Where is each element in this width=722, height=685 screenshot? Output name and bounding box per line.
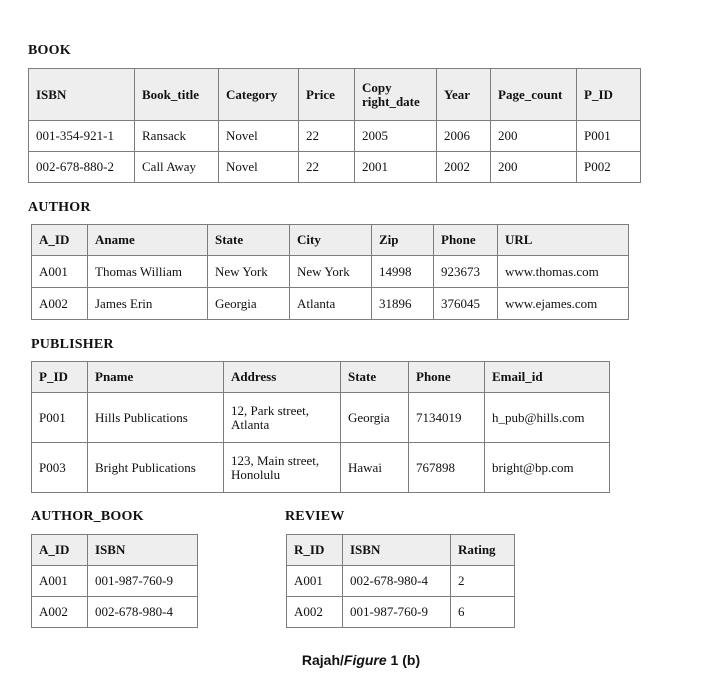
table-cell: 123, Main street, Honolulu [224,443,341,493]
table-cell: 2 [451,566,515,597]
review-table-title: REVIEW [285,509,345,524]
column-header: Book_title [135,69,219,121]
column-header: Pname [88,362,224,393]
table-cell: 2001 [355,152,437,183]
table-cell: www.thomas.com [498,256,629,288]
table-cell: Atlanta [290,288,372,320]
table-cell: Ransack [135,121,219,152]
column-header: A_ID [32,225,88,256]
table-row [32,256,629,288]
table-cell: 923673 [434,256,498,288]
column-header: ISBN [88,535,198,566]
table-cell: 2005 [355,121,437,152]
table-cell: Hawai [341,443,409,493]
table-cell: Georgia [341,393,409,443]
table-cell: P001 [577,121,641,152]
table-cell: 767898 [409,443,485,493]
column-header: Email_id [485,362,610,393]
publisher-table-title: PUBLISHER [31,337,114,352]
author-table [31,224,629,320]
table-cell: 200 [491,121,577,152]
table-cell: New York [208,256,290,288]
table-cell: 2002 [437,152,491,183]
book-table [28,68,641,183]
table-cell: P002 [577,152,641,183]
table-cell: 22 [299,121,355,152]
table-cell: 22 [299,152,355,183]
column-header: P_ID [577,69,641,121]
column-header: Rating [451,535,515,566]
table-header-row [32,535,198,566]
column-header: Price [299,69,355,121]
figure-caption [0,652,722,668]
column-header: URL [498,225,629,256]
table-cell: 001-987-760-9 [88,566,198,597]
column-header: State [341,362,409,393]
book-table-title: BOOK [28,43,71,58]
column-header: State [208,225,290,256]
table-header-row [32,225,629,256]
column-header: Phone [434,225,498,256]
column-header: Aname [88,225,208,256]
table-row [29,121,641,152]
table-cell: Georgia [208,288,290,320]
table-cell: 12, Park street, Atlanta [224,393,341,443]
column-header: Page_count [491,69,577,121]
table-row [32,288,629,320]
table-cell: 001-987-760-9 [343,597,451,628]
column-header: Zip [372,225,434,256]
table-row [32,443,610,493]
table-cell: Novel [219,152,299,183]
table-header-row [29,69,641,121]
table-row [32,393,610,443]
table-cell: 31896 [372,288,434,320]
column-header: Address [224,362,341,393]
author-book-table-title: AUTHOR_BOOK [31,509,144,524]
table-cell: Call Away [135,152,219,183]
table-cell: 6 [451,597,515,628]
publisher-table [31,361,610,493]
table-cell: James Erin [88,288,208,320]
column-header: ISBN [343,535,451,566]
table-cell: A002 [32,597,88,628]
table-cell: A001 [287,566,343,597]
table-cell: 376045 [434,288,498,320]
author-book-table [31,534,198,628]
column-header: P_ID [32,362,88,393]
column-header: ISBN [29,69,135,121]
author-table-title: AUTHOR [28,200,91,215]
table-cell: A002 [32,288,88,320]
table-cell: 001-354-921-1 [29,121,135,152]
table-cell: www.ejames.com [498,288,629,320]
table-row [287,597,515,628]
column-header: Category [219,69,299,121]
column-header: Copy right_date [355,69,437,121]
table-row [32,566,198,597]
table-cell: bright@bp.com [485,443,610,493]
table-cell: h_pub@hills.com [485,393,610,443]
table-cell: 002-678-980-4 [343,566,451,597]
review-table [286,534,515,628]
table-cell: 200 [491,152,577,183]
column-header: City [290,225,372,256]
table-cell: Hills Publications [88,393,224,443]
column-header: R_ID [287,535,343,566]
table-cell: New York [290,256,372,288]
table-row [32,597,198,628]
caption-suffix: 1 (b) [386,652,421,668]
table-cell: Thomas William [88,256,208,288]
table-cell: A001 [32,566,88,597]
table-cell: A002 [287,597,343,628]
table-cell: 002-678-980-4 [88,597,198,628]
table-cell: 7134019 [409,393,485,443]
table-header-row [32,362,610,393]
column-header: Year [437,69,491,121]
caption-italic: Figure [343,652,387,668]
table-cell: 14998 [372,256,434,288]
table-cell: P001 [32,393,88,443]
table-row [29,152,641,183]
table-cell: A001 [32,256,88,288]
table-row [287,566,515,597]
table-cell: 2006 [437,121,491,152]
table-header-row [287,535,515,566]
table-cell: Bright Publications [88,443,224,493]
column-header: Phone [409,362,485,393]
table-cell: 002-678-880-2 [29,152,135,183]
caption-prefix: Rajah/ [301,652,344,668]
column-header: A_ID [32,535,88,566]
table-cell: Novel [219,121,299,152]
table-cell: P003 [32,443,88,493]
